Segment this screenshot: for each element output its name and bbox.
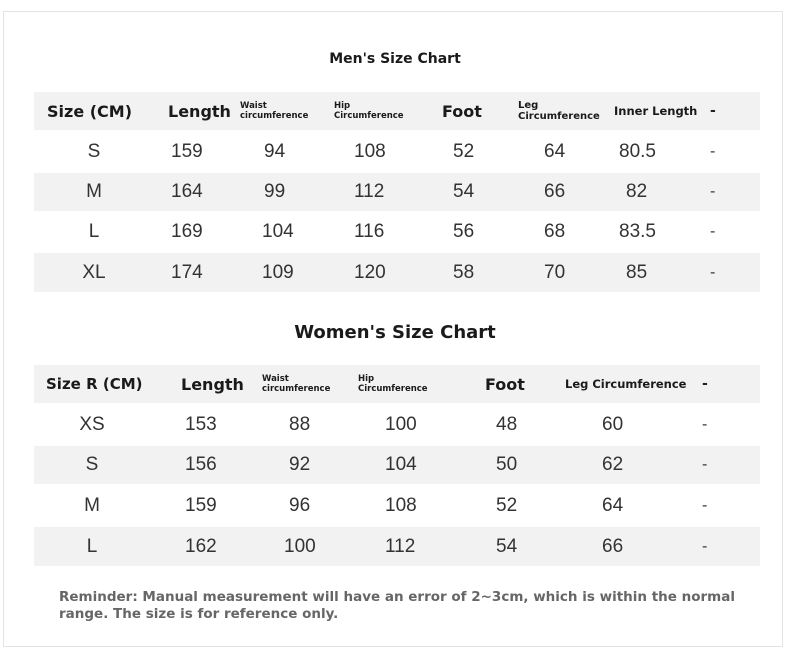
women-cell-size: L — [86, 535, 98, 557]
men-cell-waist: 99 — [264, 181, 286, 202]
men-cell-hip: 112 — [354, 181, 385, 202]
men-header-waist — [240, 92, 308, 130]
women-header-hip-line1: Hip — [358, 374, 375, 384]
men-cell-leg: 68 — [544, 221, 566, 242]
men-cell-length: 164 — [171, 181, 203, 202]
women-table-row — [34, 527, 760, 566]
men-cell-waist: 104 — [262, 221, 294, 242]
women-cell-size: M — [84, 495, 100, 516]
women-header-waist-line2: circumference — [262, 384, 331, 394]
women-cell-leg: 66 — [602, 535, 624, 557]
women-cell-foot: 52 — [496, 495, 518, 516]
men-cell-waist: 109 — [262, 261, 294, 283]
men-header-size: Size (CM) — [47, 101, 133, 121]
women-header-extra: - — [702, 376, 708, 392]
men-header-waist-line2: circumference — [240, 111, 309, 121]
men-cell-extra: - — [710, 183, 716, 200]
men-header-extra: - — [710, 103, 716, 119]
men-cell-foot: 52 — [453, 141, 475, 162]
women-cell-length: 159 — [185, 495, 217, 516]
men-table-row — [34, 173, 760, 211]
women-header-foot: Foot — [485, 374, 525, 394]
men-cell-hip: 108 — [354, 141, 386, 162]
women-cell-foot: 54 — [496, 535, 518, 557]
women-cell-leg: 62 — [602, 454, 624, 475]
women-header-waist-line1: Waist — [262, 374, 289, 384]
women-cell-hip: 104 — [385, 454, 417, 475]
men-size-chart-title: Men's Size Chart — [329, 51, 461, 67]
women-cell-leg: 60 — [602, 414, 624, 435]
women-cell-waist: 96 — [289, 495, 311, 516]
women-cell-hip: 100 — [385, 414, 417, 435]
men-cell-hip: 120 — [354, 261, 386, 283]
men-cell-hip: 116 — [354, 221, 385, 242]
men-cell-extra: - — [710, 223, 716, 240]
men-cell-leg: 70 — [544, 261, 566, 283]
men-cell-leg: 64 — [544, 141, 566, 162]
men-cell-size: L — [88, 221, 100, 242]
men-cell-length: 159 — [171, 141, 203, 162]
men-cell-length: 174 — [171, 261, 203, 283]
women-cell-size: S — [85, 454, 99, 475]
men-cell-size: XL — [82, 261, 106, 283]
men-header-leg-line2: Circumference — [518, 111, 600, 122]
women-cell-foot: 50 — [496, 454, 518, 475]
women-cell-leg: 64 — [602, 495, 624, 516]
women-cell-foot: 48 — [496, 414, 518, 435]
men-cell-size: S — [87, 141, 101, 162]
men-cell-length: 169 — [171, 221, 203, 242]
women-table-row — [34, 406, 760, 444]
men-header-row — [34, 92, 760, 130]
women-header-leg: Leg Circumference — [565, 377, 687, 391]
men-cell-inner-length: 85 — [626, 261, 648, 283]
men-cell-foot: 58 — [453, 261, 475, 283]
women-header-row — [34, 365, 760, 403]
men-header-inner-length: Inner Length — [614, 104, 698, 118]
men-header-leg — [518, 92, 600, 130]
women-header-hip — [358, 365, 428, 403]
men-cell-inner-length: 82 — [626, 181, 648, 202]
men-cell-extra: - — [710, 263, 716, 281]
women-cell-extra: - — [702, 497, 708, 514]
women-header-waist — [262, 365, 330, 403]
women-cell-extra: - — [702, 416, 708, 433]
men-cell-extra: - — [710, 143, 716, 160]
men-cell-inner-length: 83.5 — [619, 221, 656, 242]
men-cell-size: M — [86, 181, 102, 202]
women-table-row — [34, 446, 760, 484]
women-header-hip-line2: Circumference — [358, 384, 428, 394]
women-cell-hip: 112 — [385, 535, 416, 557]
women-table-row — [34, 486, 760, 526]
women-header-size: Size R (CM) — [46, 375, 143, 393]
women-cell-waist: 100 — [284, 535, 316, 557]
women-cell-length: 156 — [185, 454, 217, 475]
women-cell-hip: 108 — [385, 495, 417, 516]
women-cell-extra: - — [702, 537, 708, 555]
men-table-row — [34, 253, 760, 292]
women-cell-waist: 88 — [289, 414, 311, 435]
men-cell-foot: 56 — [453, 221, 475, 242]
men-header-hip-line1: Hip — [334, 101, 351, 111]
men-cell-waist: 94 — [264, 141, 286, 162]
men-header-length: Length — [168, 101, 231, 121]
reminder-note: Reminder: Manual measurement will have an error of 2~3cm, which is within the normal range. The size is for reference only. — [59, 589, 735, 622]
men-cell-foot: 54 — [453, 181, 475, 202]
women-cell-length: 153 — [185, 414, 217, 435]
women-cell-waist: 92 — [289, 454, 311, 475]
men-header-hip-line2: Circumference — [334, 111, 404, 121]
men-header-foot: Foot — [442, 101, 482, 121]
men-header-hip — [334, 92, 404, 130]
women-cell-length: 162 — [185, 535, 217, 557]
men-table-row — [34, 133, 760, 171]
men-cell-inner-length: 80.5 — [619, 141, 656, 162]
women-size-chart-title: Women's Size Chart — [294, 322, 496, 343]
women-header-length: Length — [181, 374, 244, 394]
men-table-row — [34, 213, 760, 251]
men-cell-leg: 66 — [544, 181, 566, 202]
men-header-waist-line1: Waist — [240, 101, 267, 111]
women-cell-size: XS — [79, 414, 105, 435]
women-cell-extra: - — [702, 456, 708, 473]
men-header-leg-line1: Leg — [518, 100, 539, 111]
